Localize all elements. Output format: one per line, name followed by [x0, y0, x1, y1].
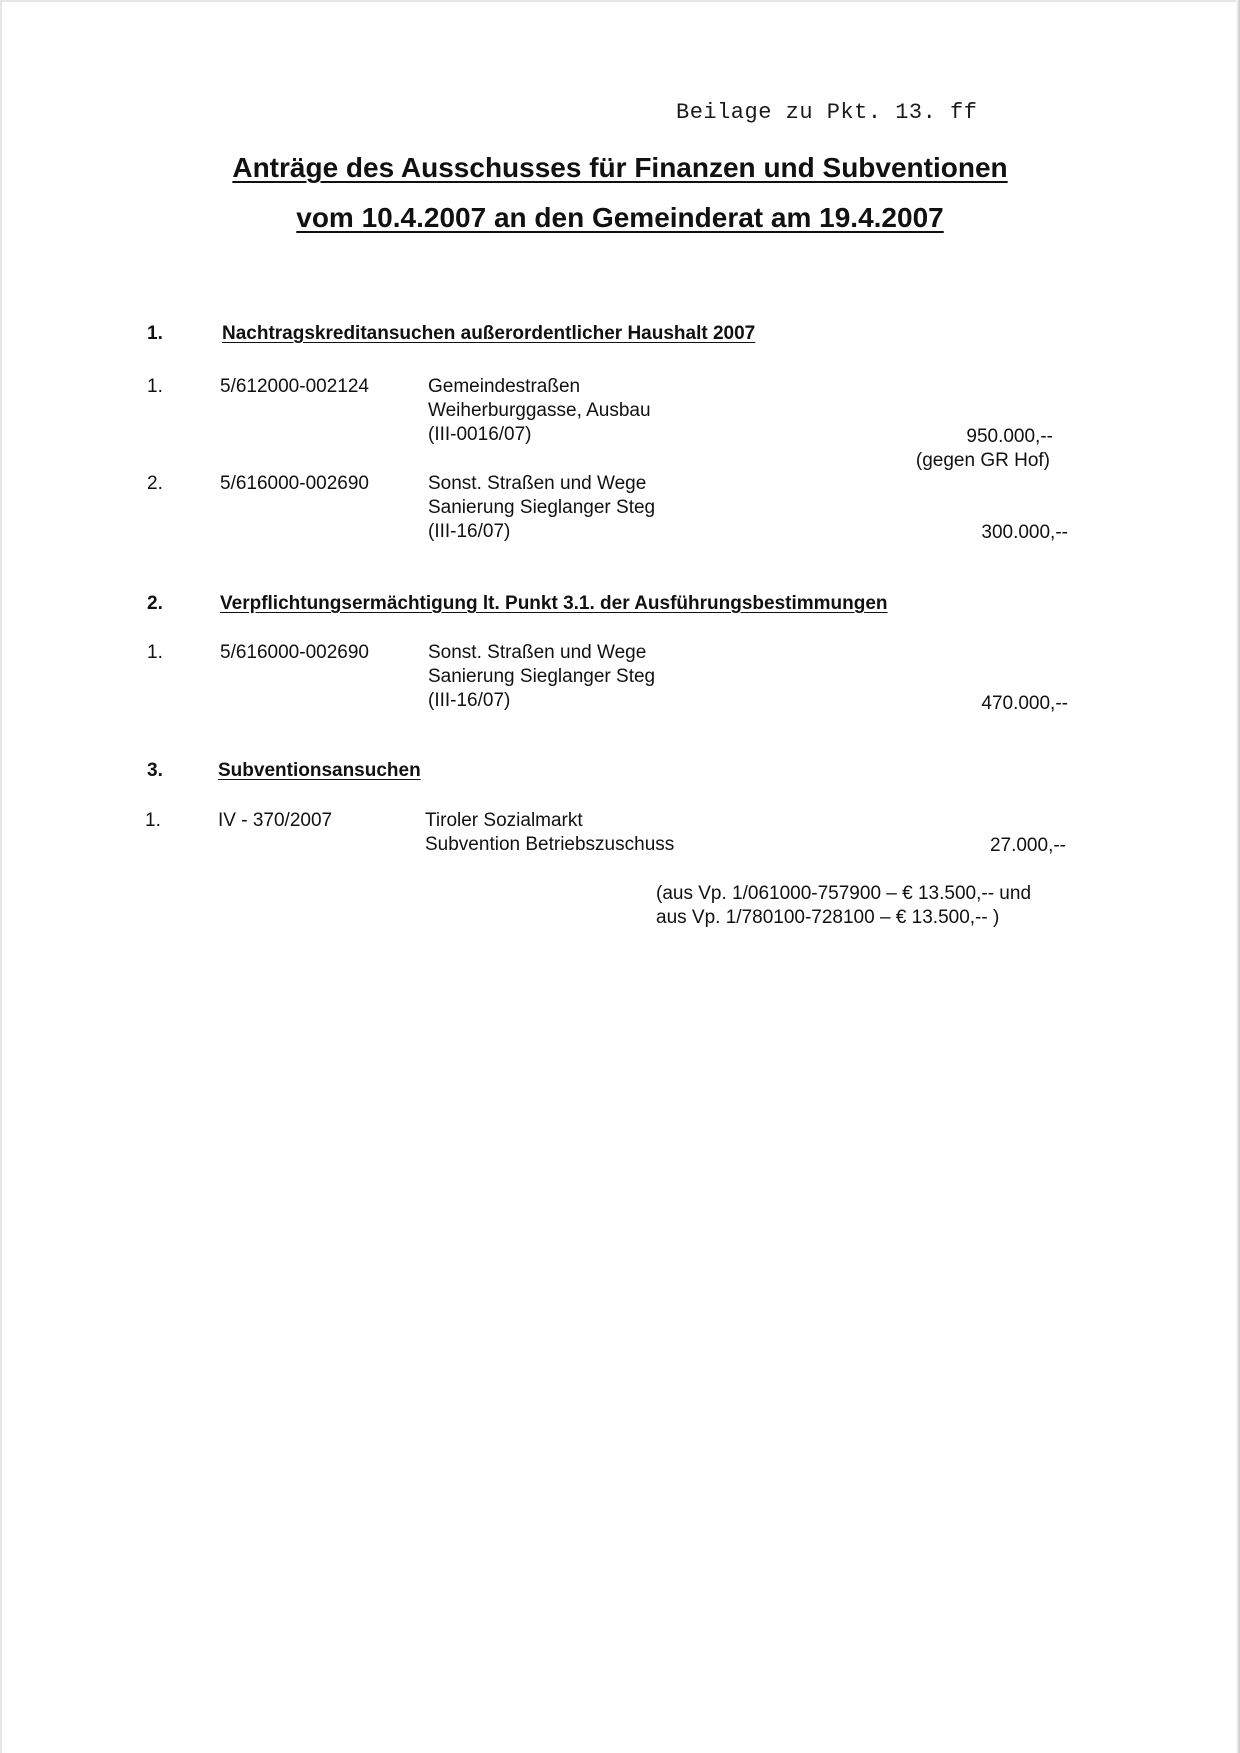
section-3-item-1-amount: 27.000,--: [989, 835, 1066, 856]
page-edge-left: [0, 0, 2, 1753]
section-2-number: 2.: [147, 593, 163, 614]
section-3-item-1-number: 1.: [145, 810, 161, 831]
section-1-item-1-line-1: Gemeindestraßen: [428, 376, 581, 397]
section-2-item-1-code: 5/616000-002690: [220, 642, 369, 663]
page-edge-top: [0, 0, 1240, 2]
attachment-stamp: Beilage zu Pkt. 13. ff: [676, 100, 978, 125]
section-1-item-1-line-3: (III-0016/07): [428, 424, 532, 445]
section-2-item-1-line-2: Sanierung Sieglanger Steg: [428, 666, 656, 687]
section-1-item-1-note: (gegen GR Hof): [915, 450, 1050, 471]
section-3-item-1-line-2: Subvention Betriebszuschuss: [425, 834, 675, 855]
section-1-item-2-line-3: (III-16/07): [428, 521, 511, 542]
section-2-item-1-line-3: (III-16/07): [428, 690, 511, 711]
section-1-item-2-line-1: Sonst. Straßen und Wege: [428, 473, 647, 494]
section-3-footnote-line-2: aus Vp. 1/780100-728100 – € 13.500,-- ): [656, 907, 1000, 928]
section-3-footnote-line-1: (aus Vp. 1/061000-757900 – € 13.500,-- und: [656, 883, 1032, 904]
section-3-item-1-line-1: Tiroler Sozialmarkt: [425, 810, 583, 831]
section-2-item-1-number: 1.: [147, 642, 163, 663]
section-1-number: 1.: [147, 323, 163, 344]
section-3-number: 3.: [147, 760, 163, 781]
document-subtitle: vom 10.4.2007 an den Gemeinderat am 19.4.2007: [296, 202, 944, 233]
section-2-item-1-line-1: Sonst. Straßen und Wege: [428, 642, 647, 663]
section-2-heading: Verpflichtungsermächtigung lt. Punkt 3.1. der Ausführungsbestimmungen: [220, 593, 888, 614]
section-1-item-1-code: 5/612000-002124: [220, 376, 369, 397]
section-1-item-2-code: 5/616000-002690: [220, 473, 369, 494]
page-edge-right: [1236, 0, 1240, 1753]
section-1-item-1-line-2: Weiherburggasse, Ausbau: [428, 400, 651, 421]
document-title: Anträge des Ausschusses für Finanzen und Subventionen: [232, 152, 1008, 183]
section-1-heading: Nachtragskreditansuchen außerordentlicher Haushalt 2007: [222, 323, 756, 344]
section-1-item-2-line-2: Sanierung Sieglanger Steg: [428, 497, 656, 518]
section-3-heading: Subventionsansuchen: [218, 760, 421, 781]
section-1-item-2-amount: 300.000,--: [981, 522, 1068, 543]
section-1-item-1-number: 1.: [147, 376, 163, 397]
section-2-item-1-amount: 470.000,--: [981, 693, 1068, 714]
section-3-item-1-code: IV - 370/2007: [218, 810, 333, 831]
section-1-item-1-amount: 950.000,--: [966, 426, 1053, 447]
section-1-item-2-number: 2.: [147, 473, 163, 494]
